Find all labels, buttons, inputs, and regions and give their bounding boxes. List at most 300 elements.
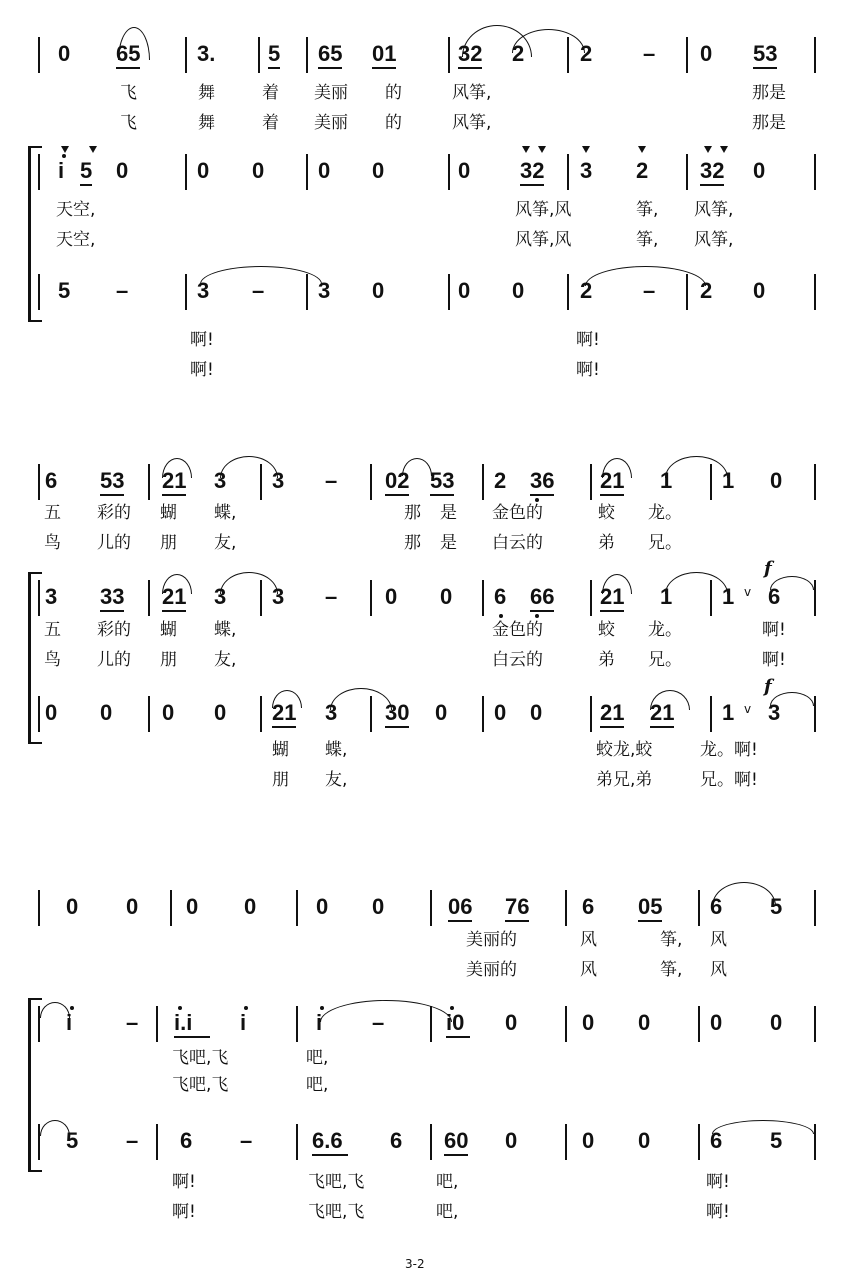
note: 6 bbox=[582, 894, 595, 919]
lyric-text: 兄。 bbox=[648, 650, 682, 670]
lyric-text: 鸟 bbox=[44, 533, 61, 553]
bar-line bbox=[296, 1124, 298, 1160]
note: 21 bbox=[162, 584, 187, 609]
underline-beat bbox=[116, 67, 140, 69]
underline-beat bbox=[520, 184, 544, 186]
lyric-text: 蝶, bbox=[214, 620, 237, 640]
lyric-text: 啊! bbox=[190, 360, 214, 380]
breath-mark: v bbox=[744, 702, 752, 716]
lyric-text: 五 bbox=[44, 503, 61, 523]
underline-beat bbox=[80, 184, 92, 186]
note: 65 bbox=[116, 41, 141, 66]
underline-beat bbox=[753, 67, 777, 69]
accent-mark bbox=[61, 146, 69, 153]
lyric-text: 彩的 bbox=[97, 503, 131, 523]
slur bbox=[650, 690, 690, 710]
note: 6 bbox=[710, 894, 723, 919]
note: 1 bbox=[722, 584, 735, 609]
underline-beat bbox=[372, 67, 396, 69]
octave-dot-high bbox=[70, 1006, 74, 1010]
lyric-text: 弟 bbox=[598, 533, 615, 553]
note: 0 bbox=[116, 158, 129, 183]
bar-line bbox=[448, 274, 450, 310]
staff-bracket-top bbox=[28, 998, 42, 1000]
note: 21 bbox=[650, 700, 675, 725]
lyric-text: 筝, bbox=[636, 230, 659, 250]
bar-line bbox=[296, 1006, 298, 1042]
note: – bbox=[252, 278, 265, 303]
note: 0 bbox=[372, 278, 385, 303]
slur bbox=[585, 266, 706, 286]
note: 3 bbox=[214, 468, 227, 493]
lyric-text: 五 bbox=[44, 620, 61, 640]
lyric-text: 儿的 bbox=[97, 533, 131, 553]
slur bbox=[712, 882, 776, 906]
accent-mark bbox=[582, 146, 590, 153]
lyric-text: 龙。 bbox=[648, 620, 682, 640]
underline-beat bbox=[446, 1036, 470, 1038]
accent-mark bbox=[522, 146, 530, 153]
bar-line bbox=[148, 696, 150, 732]
staff-bracket-bottom bbox=[28, 742, 42, 744]
lyric-text: 美丽的 bbox=[466, 960, 517, 980]
underline-beat bbox=[530, 610, 554, 612]
bar-line bbox=[258, 37, 260, 73]
note: – bbox=[325, 468, 338, 493]
note: 0 bbox=[197, 158, 210, 183]
lyric-text: 天空, bbox=[56, 200, 96, 220]
bar-line bbox=[38, 154, 40, 190]
note: 0 bbox=[66, 894, 79, 919]
bar-line bbox=[38, 464, 40, 500]
lyric-text: 那 bbox=[404, 533, 421, 553]
note: 3 bbox=[580, 158, 593, 183]
note: 0 bbox=[58, 41, 71, 66]
note: 0 bbox=[638, 1010, 651, 1035]
note: 3 bbox=[768, 700, 781, 725]
underline-beat bbox=[318, 67, 342, 69]
staff-bracket-top bbox=[28, 572, 42, 574]
lyric-text: 蛟 bbox=[598, 503, 615, 523]
slur bbox=[770, 576, 814, 590]
lyric-text: 筝, bbox=[660, 930, 683, 950]
bar-line bbox=[38, 696, 40, 732]
bar-line bbox=[38, 1124, 40, 1160]
note: 6 bbox=[180, 1128, 193, 1153]
underline-beat bbox=[174, 1036, 210, 1038]
note: 0 bbox=[162, 700, 175, 725]
note: 0 bbox=[372, 894, 385, 919]
octave-dot-low bbox=[499, 614, 503, 618]
slur bbox=[665, 572, 728, 594]
note: 36 bbox=[530, 468, 555, 493]
note: 0 bbox=[753, 278, 766, 303]
lyric-text: 鸟 bbox=[44, 650, 61, 670]
underline-beat bbox=[530, 494, 554, 496]
bar-line bbox=[430, 1124, 432, 1160]
lyric-text: 彩的 bbox=[97, 620, 131, 640]
note: – bbox=[643, 41, 656, 66]
lyric-text: 风筝,风 bbox=[515, 230, 572, 250]
note: 21 bbox=[600, 584, 625, 609]
lyric-text: 飞吧,飞 bbox=[308, 1202, 365, 1222]
underline-beat bbox=[600, 494, 624, 496]
lyric-text: 吧, bbox=[436, 1172, 459, 1192]
lyric-text: 吧, bbox=[436, 1202, 459, 1222]
note: 0 bbox=[214, 700, 227, 725]
bar-line bbox=[156, 1006, 158, 1042]
note: – bbox=[643, 278, 656, 303]
accent-mark bbox=[89, 146, 97, 153]
underline-beat bbox=[458, 67, 482, 69]
lyric-text: 飞吧,飞 bbox=[172, 1048, 229, 1068]
bar-line bbox=[148, 464, 150, 500]
bar-line bbox=[38, 37, 40, 73]
note: 0 bbox=[770, 1010, 783, 1035]
bar-line bbox=[686, 37, 688, 73]
octave-dot-high bbox=[244, 1006, 248, 1010]
note: 6 bbox=[390, 1128, 403, 1153]
bar-line bbox=[306, 37, 308, 73]
note: 0 bbox=[45, 700, 58, 725]
note: 0 bbox=[372, 158, 385, 183]
staff-bracket-bottom bbox=[28, 1170, 42, 1172]
lyric-text: 风 bbox=[580, 960, 597, 980]
lyric-text: 吧, bbox=[306, 1048, 329, 1068]
bar-line bbox=[185, 154, 187, 190]
lyric-text: 啊! bbox=[190, 330, 214, 350]
bar-line bbox=[482, 464, 484, 500]
underline-beat bbox=[650, 726, 674, 728]
slur bbox=[770, 692, 814, 706]
bar-line bbox=[814, 154, 816, 190]
lyric-text: 啊! bbox=[172, 1172, 196, 1192]
lyric-text: 的 bbox=[385, 83, 402, 103]
lyric-text: 美丽 bbox=[314, 113, 348, 133]
note: – bbox=[126, 1010, 139, 1035]
slur bbox=[40, 1002, 70, 1018]
note: 30 bbox=[385, 700, 410, 725]
note: 6 bbox=[768, 584, 781, 609]
note: – bbox=[240, 1128, 253, 1153]
slur bbox=[512, 29, 585, 53]
lyric-text: 蝴 bbox=[272, 740, 289, 760]
bar-line bbox=[567, 274, 569, 310]
note: 21 bbox=[600, 468, 625, 493]
lyric-text: 美丽的 bbox=[466, 930, 517, 950]
lyric-text: 那是 bbox=[752, 113, 786, 133]
note: 0 bbox=[440, 584, 453, 609]
slur bbox=[272, 690, 302, 708]
bar-line bbox=[814, 580, 816, 616]
bar-line bbox=[590, 696, 592, 732]
page-number: 3-2 bbox=[405, 1257, 425, 1271]
bar-line bbox=[185, 274, 187, 310]
bar-line bbox=[567, 154, 569, 190]
lyric-text: 吧, bbox=[306, 1075, 329, 1095]
accent-mark bbox=[720, 146, 728, 153]
note: 21 bbox=[162, 468, 187, 493]
lyric-text: 天空, bbox=[56, 230, 96, 250]
slur bbox=[665, 456, 728, 478]
bar-line bbox=[370, 580, 372, 616]
note: 60 bbox=[444, 1128, 469, 1153]
note: 6 bbox=[45, 468, 58, 493]
note: 0 bbox=[700, 41, 713, 66]
lyric-text: 风 bbox=[580, 930, 597, 950]
note: 21 bbox=[600, 700, 625, 725]
lyric-text: 蛟 bbox=[598, 620, 615, 640]
accent-mark bbox=[638, 146, 646, 153]
bar-line bbox=[565, 890, 567, 926]
note: 0 bbox=[582, 1010, 595, 1035]
note: i0 bbox=[446, 1010, 465, 1035]
note: 6 bbox=[494, 584, 507, 609]
note: 02 bbox=[385, 468, 410, 493]
lyric-text: 啊! bbox=[762, 620, 786, 640]
slur bbox=[402, 458, 432, 476]
bar-line bbox=[156, 1124, 158, 1160]
note: 65 bbox=[318, 41, 343, 66]
bar-line bbox=[814, 37, 816, 73]
lyric-text: 蛟龙,蛟 bbox=[596, 740, 653, 760]
lyric-text: 风 bbox=[710, 960, 727, 980]
note: 3 bbox=[197, 278, 210, 303]
lyric-text: 是 bbox=[440, 503, 457, 523]
bar-line bbox=[686, 154, 688, 190]
lyric-text: 金色的 bbox=[492, 620, 543, 640]
lyric-text: 是 bbox=[440, 533, 457, 553]
underline-beat bbox=[100, 610, 124, 612]
slur bbox=[162, 574, 192, 594]
note: 0 bbox=[126, 894, 139, 919]
note: 1 bbox=[722, 700, 735, 725]
note: 53 bbox=[100, 468, 125, 493]
octave-dot-high bbox=[320, 1006, 324, 1010]
note: 06 bbox=[448, 894, 473, 919]
note: 0 bbox=[530, 700, 543, 725]
underline-beat bbox=[268, 67, 280, 69]
note: 53 bbox=[753, 41, 778, 66]
note: 2 bbox=[580, 41, 593, 66]
note: 0 bbox=[494, 700, 507, 725]
note: 5 bbox=[770, 894, 783, 919]
note: 0 bbox=[710, 1010, 723, 1035]
underline-beat bbox=[385, 726, 409, 728]
lyric-text: 啊! bbox=[576, 330, 600, 350]
bar-line bbox=[698, 890, 700, 926]
lyric-text: 飞吧,飞 bbox=[308, 1172, 365, 1192]
lyric-text: 舞 bbox=[198, 113, 215, 133]
lyric-text: 筝, bbox=[660, 960, 683, 980]
note: 2 bbox=[700, 278, 713, 303]
lyric-text: 兄。啊! bbox=[700, 770, 758, 790]
lyric-text: 着 bbox=[262, 83, 279, 103]
note: – bbox=[126, 1128, 139, 1153]
note: 1 bbox=[660, 584, 673, 609]
lyric-text: 蝶, bbox=[214, 503, 237, 523]
dynamic-marking: f bbox=[764, 676, 772, 697]
bar-line bbox=[814, 274, 816, 310]
lyric-text: 风筝, bbox=[694, 230, 734, 250]
lyric-text: 筝, bbox=[636, 200, 659, 220]
bar-line bbox=[590, 580, 592, 616]
lyric-text: 朋 bbox=[272, 770, 289, 790]
lyric-text: 那是 bbox=[752, 83, 786, 103]
lyric-text: 风筝, bbox=[694, 200, 734, 220]
note: 32 bbox=[520, 158, 545, 183]
note: 66 bbox=[530, 584, 555, 609]
bar-line bbox=[185, 37, 187, 73]
bar-line bbox=[814, 1006, 816, 1042]
lyric-text: 啊! bbox=[706, 1172, 730, 1192]
bar-line bbox=[296, 890, 298, 926]
underline-beat bbox=[448, 920, 472, 922]
bar-line bbox=[38, 274, 40, 310]
bar-line bbox=[38, 580, 40, 616]
slur bbox=[220, 456, 278, 478]
underline-beat bbox=[162, 494, 186, 496]
underline-beat bbox=[700, 184, 724, 186]
note: i bbox=[316, 1010, 323, 1035]
lyric-text: 兄。 bbox=[648, 533, 682, 553]
lyric-text: 那 bbox=[404, 503, 421, 523]
underline-beat bbox=[430, 494, 454, 496]
slur bbox=[320, 1000, 452, 1022]
note: 5 bbox=[66, 1128, 79, 1153]
lyric-text: 啊! bbox=[706, 1202, 730, 1222]
note: – bbox=[372, 1010, 385, 1035]
slur bbox=[602, 574, 632, 594]
lyric-text: 儿的 bbox=[97, 650, 131, 670]
note: 0 bbox=[186, 894, 199, 919]
note: 0 bbox=[505, 1128, 518, 1153]
octave-dot-high bbox=[450, 1006, 454, 1010]
lyric-text: 弟兄,弟 bbox=[596, 770, 653, 790]
note: 0 bbox=[100, 700, 113, 725]
slur bbox=[712, 1120, 814, 1134]
underline-beat bbox=[600, 610, 624, 612]
note: 2 bbox=[512, 41, 525, 66]
lyric-text: 啊! bbox=[762, 650, 786, 670]
lyric-text: 风筝, bbox=[452, 83, 492, 103]
note: 0 bbox=[435, 700, 448, 725]
note: 0 bbox=[458, 278, 471, 303]
note: 5 bbox=[58, 278, 71, 303]
note: 05 bbox=[638, 894, 663, 919]
note: 32 bbox=[700, 158, 725, 183]
note: i bbox=[58, 158, 65, 183]
lyric-text: 飞吧,飞 bbox=[172, 1075, 229, 1095]
bar-line bbox=[430, 890, 432, 926]
underline-beat bbox=[100, 494, 124, 496]
note: 3 bbox=[214, 584, 227, 609]
lyric-text: 飞 bbox=[120, 113, 137, 133]
bar-line bbox=[38, 890, 40, 926]
octave-dot-high bbox=[178, 1006, 182, 1010]
note: 6.6 bbox=[312, 1128, 343, 1153]
note: 76 bbox=[505, 894, 530, 919]
note: 0 bbox=[244, 894, 257, 919]
underline-beat bbox=[385, 494, 409, 496]
note: 0 bbox=[316, 894, 329, 919]
bar-line bbox=[148, 580, 150, 616]
lyric-text: 风 bbox=[710, 930, 727, 950]
note: 0 bbox=[638, 1128, 651, 1153]
bar-line bbox=[590, 464, 592, 500]
note: i bbox=[66, 1010, 73, 1035]
lyric-text: 友, bbox=[214, 650, 237, 670]
note: 0 bbox=[385, 584, 398, 609]
lyric-text: 金色的 bbox=[492, 503, 543, 523]
underline-beat bbox=[312, 1154, 348, 1156]
note: 1 bbox=[660, 468, 673, 493]
octave-dot-high bbox=[62, 154, 66, 158]
bar-line bbox=[698, 1124, 700, 1160]
note: 01 bbox=[372, 41, 397, 66]
slur bbox=[40, 1120, 70, 1136]
accent-mark bbox=[704, 146, 712, 153]
bar-line bbox=[814, 464, 816, 500]
note: 0 bbox=[318, 158, 331, 183]
bar-line bbox=[38, 1006, 40, 1042]
note: 2 bbox=[580, 278, 593, 303]
bar-line bbox=[170, 890, 172, 926]
accent-mark bbox=[538, 146, 546, 153]
bar-line bbox=[370, 464, 372, 500]
slur bbox=[118, 27, 150, 60]
slur bbox=[220, 572, 278, 594]
bar-line bbox=[482, 696, 484, 732]
lyric-text: 白云的 bbox=[492, 650, 543, 670]
slur bbox=[330, 688, 392, 710]
slur bbox=[602, 458, 632, 478]
lyric-text: 风筝, bbox=[452, 113, 492, 133]
note: 3. bbox=[197, 41, 216, 66]
note: i bbox=[240, 1010, 247, 1035]
note: 2 bbox=[636, 158, 649, 183]
bar-line bbox=[565, 1124, 567, 1160]
slur bbox=[200, 266, 322, 284]
underline-beat bbox=[162, 610, 186, 612]
underline-beat bbox=[505, 920, 529, 922]
lyric-text: 龙。啊! bbox=[700, 740, 758, 760]
bar-line bbox=[814, 1124, 816, 1160]
note: 2 bbox=[494, 468, 507, 493]
bar-line bbox=[814, 696, 816, 732]
lyric-text: 蝴 bbox=[160, 620, 177, 640]
octave-dot-low bbox=[535, 614, 539, 618]
note: 3 bbox=[45, 584, 58, 609]
note: 21 bbox=[272, 700, 297, 725]
bar-line bbox=[306, 154, 308, 190]
bar-line bbox=[814, 890, 816, 926]
note: 3 bbox=[318, 278, 331, 303]
staff-bracket-top bbox=[28, 146, 42, 148]
note: 53 bbox=[430, 468, 455, 493]
note: 0 bbox=[505, 1010, 518, 1035]
dynamic-marking: f bbox=[764, 558, 772, 579]
note: 32 bbox=[458, 41, 483, 66]
octave-dot-low bbox=[535, 498, 539, 502]
staff-bracket bbox=[28, 146, 31, 320]
lyric-text: 蝴 bbox=[160, 503, 177, 523]
lyric-text: 啊! bbox=[576, 360, 600, 380]
note: 0 bbox=[753, 158, 766, 183]
bar-line bbox=[448, 37, 450, 73]
note: 0 bbox=[582, 1128, 595, 1153]
note: 3 bbox=[325, 700, 338, 725]
